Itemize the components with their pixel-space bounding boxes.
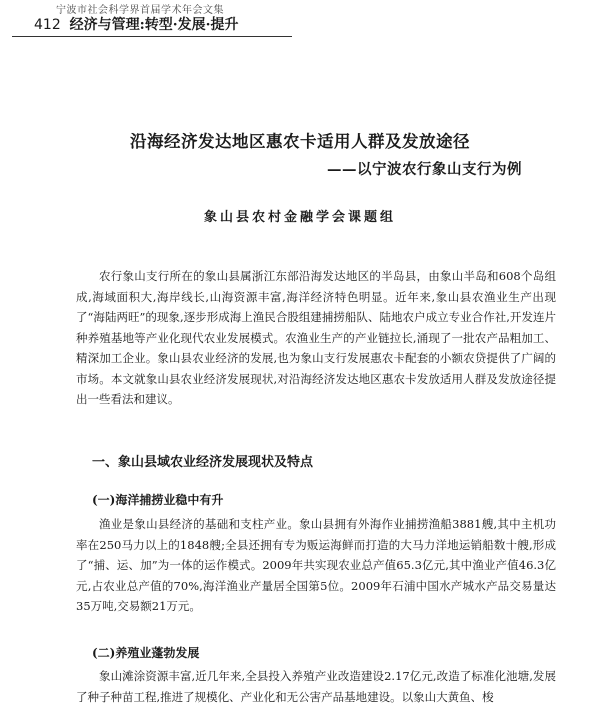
running-header — [34, 14, 239, 34]
sub-heading-fishing: (一)海洋捕捞业稳中有升 — [92, 493, 224, 507]
article-author: 象山县农村金融学会课题组 — [203, 210, 396, 225]
article-subtitle: ——以宁波农行象山支行为例 — [327, 161, 522, 178]
fishing-paragraph: 渔业是象山县经济的基础和支柱产业。象山县拥有外海作业捕捞渔船3881艘,其中主机功率在250马力以上的1848艘;全县还拥有专为贩运海鲜而打造的大马力洋地运销船数十艘,形成了“捕、运、加”为一体的运作模式。2009年共实现农业总产值65.3亿元,其中渔业产值46.3亿元,占农业总产值的70%,海洋渔业产量居全国第5位。2009年石浦中国水产城水产品交易量达35万吨,交易额21万元。 — [76, 517, 556, 613]
page-number: 412 — [34, 17, 61, 33]
sub-heading-aquaculture: (二)养殖业蓬勃发展 — [92, 646, 200, 660]
article-title: 沿海经济发达地区惠农卡适用人群及发放途径 — [130, 132, 470, 151]
series-note: 宁波市社会科学界首届学术年会文集 — [56, 5, 224, 16]
aquaculture-paragraph: 象山滩涂资源丰富,近几年来,全县投入养殖产业改造建设2.17亿元,改造了标准化池塘,发展了种子种苗工程,推进了规模化、产业化和无公害产品基地建设。以象山大黄鱼、梭 — [76, 669, 556, 704]
section-heading: 一、象山县域农业经济发展现状及特点 — [92, 455, 314, 470]
running-title: 经济与管理:转型·发展·提升 — [69, 17, 239, 33]
intro-paragraph: 农行象山支行所在的象山县属浙江东部沿海发达地区的半岛县，由象山半岛和608个岛组成,海域面积大,海岸线长,山海资源丰富,海洋经济特色明显。近年来,象山县农渔业生产出现了“海陆两旺”的现象,逐步形成海上渔民合股组建捕捞船队、陆地农户成立专业合作社,开发连片种养殖基地等产业化现代农业发展模式。农渔业生产的产业链拉长,涌现了一批农产品粗加工、精深加工企业。象山县农业经济的发展,也为象山支行发展惠农卡配套的小额农贷提供了广阔的市场。本文就象山县农业经济发展现状,对沿海经济发达地区惠农卡发放适用人群及发放途径提出一些看法和建议。 — [76, 269, 556, 406]
header-rule — [12, 36, 292, 37]
